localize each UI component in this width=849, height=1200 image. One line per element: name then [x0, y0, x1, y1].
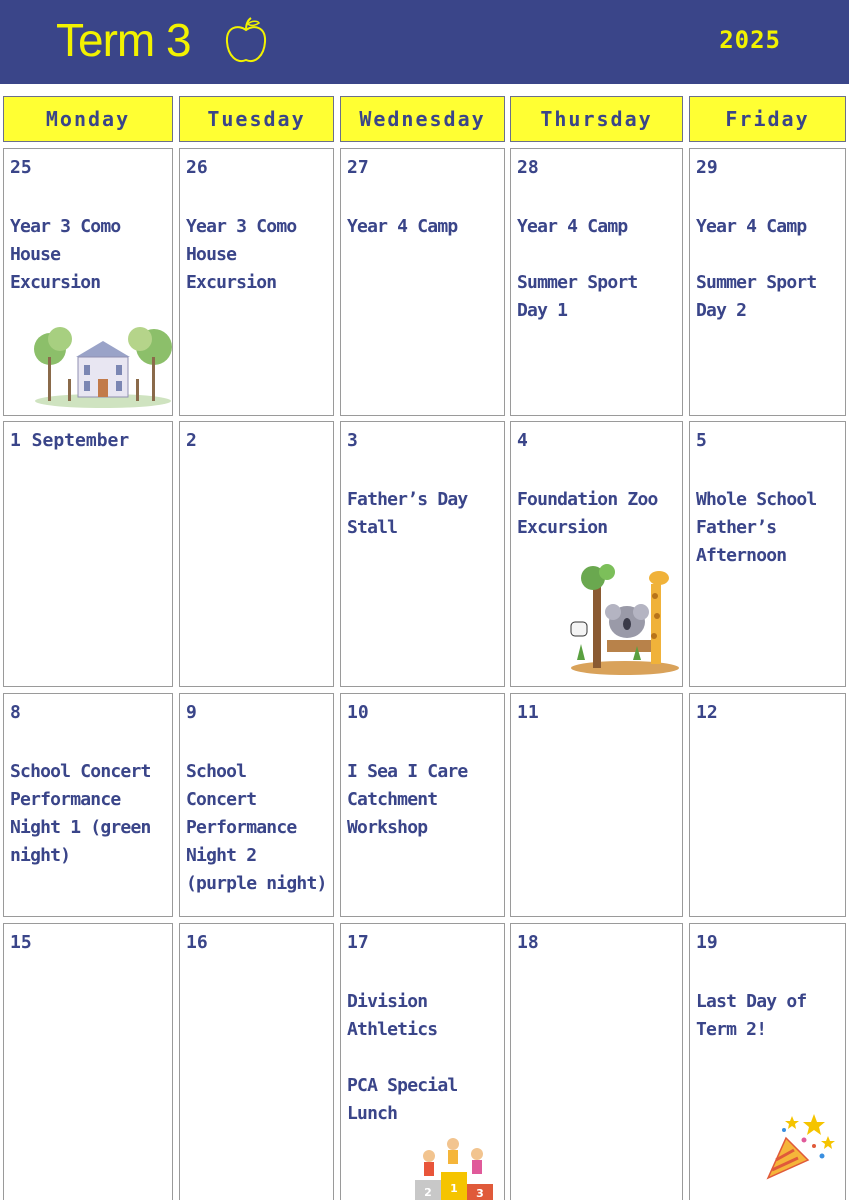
date-label: 10 [347, 702, 369, 723]
day-header-tuesday: Tuesday [179, 96, 334, 142]
calendar-cell [3, 693, 173, 917]
calendar-cell [340, 923, 505, 1200]
date-label: 11 [517, 702, 539, 723]
date-label: 2 [186, 430, 197, 451]
podium-label-2: 2 [424, 1186, 432, 1199]
date-label: 3 [347, 430, 358, 451]
calendar-cell [510, 148, 683, 416]
calendar-cell [3, 421, 173, 687]
date-label: 4 [517, 430, 528, 451]
calendar-cell [689, 148, 846, 416]
podium-kids-illustration [413, 1134, 495, 1200]
calendar-cell [3, 148, 173, 416]
date-label: 12 [696, 702, 718, 723]
date-label: 19 [696, 932, 718, 953]
event-text: Year 3 Como House Excursion [186, 216, 297, 293]
event-text: Division Athletics PCA Special Lunch [347, 991, 458, 1124]
date-label: 8 [10, 702, 21, 723]
calendar-cell [689, 421, 846, 687]
event-text: Year 4 Camp [347, 216, 458, 237]
calendar-cell [340, 148, 505, 416]
date-label: 1 September [10, 430, 130, 451]
date-label: 28 [517, 157, 539, 178]
event-text: School Concert Performance Night 2 (purple night) [186, 761, 327, 894]
event-text: Year 3 Como House Excursion [10, 216, 121, 293]
house-illustration [32, 319, 174, 409]
date-label: 15 [10, 932, 32, 953]
date-label: 5 [696, 430, 707, 451]
calendar-cell [179, 421, 334, 687]
calendar-cell [179, 923, 334, 1200]
header-banner [0, 0, 849, 84]
date-label: 29 [696, 157, 718, 178]
event-text: Year 4 Camp Summer Sport Day 1 [517, 216, 638, 321]
date-label: 17 [347, 932, 369, 953]
day-header-monday: Monday [3, 96, 173, 142]
event-text: Last Day of Term 2! [696, 991, 807, 1040]
event-text: I Sea I Care Catchment Workshop [347, 761, 468, 838]
day-header-thursday: Thursday [510, 96, 683, 142]
date-label: 27 [347, 157, 369, 178]
year-label: 2025 [719, 26, 781, 54]
calendar-cell [510, 693, 683, 917]
calendar-cell [689, 693, 846, 917]
calendar-cell [3, 923, 173, 1200]
podium-label-1: 1 [450, 1182, 458, 1195]
term-title: Term 3 [56, 14, 191, 66]
event-text: Father’s Day Stall [347, 489, 468, 538]
calendar-cell [179, 693, 334, 917]
party-popper-illustration [764, 1110, 836, 1182]
calendar-cell [179, 148, 334, 416]
date-label: 26 [186, 157, 208, 178]
podium-label-3: 3 [476, 1187, 484, 1200]
calendar-cell [689, 923, 846, 1200]
zoo-animals-illustration [567, 564, 681, 676]
day-header-friday: Friday [689, 96, 846, 142]
date-label: 18 [517, 932, 539, 953]
day-header-wednesday: Wednesday [340, 96, 505, 142]
event-text: School Concert Performance Night 1 (green night) [10, 761, 151, 866]
calendar-cell [510, 923, 683, 1200]
date-label: 16 [186, 932, 208, 953]
date-label: 25 [10, 157, 32, 178]
calendar-cell [510, 421, 683, 687]
event-text: Whole School Father’s Afternoon [696, 489, 817, 566]
calendar-cell [340, 693, 505, 917]
apple-icon [222, 16, 270, 66]
event-text: Foundation Zoo Excursion [517, 489, 658, 538]
event-text: Year 4 Camp Summer Sport Day 2 [696, 216, 817, 321]
calendar-cell [340, 421, 505, 687]
date-label: 9 [186, 702, 197, 723]
